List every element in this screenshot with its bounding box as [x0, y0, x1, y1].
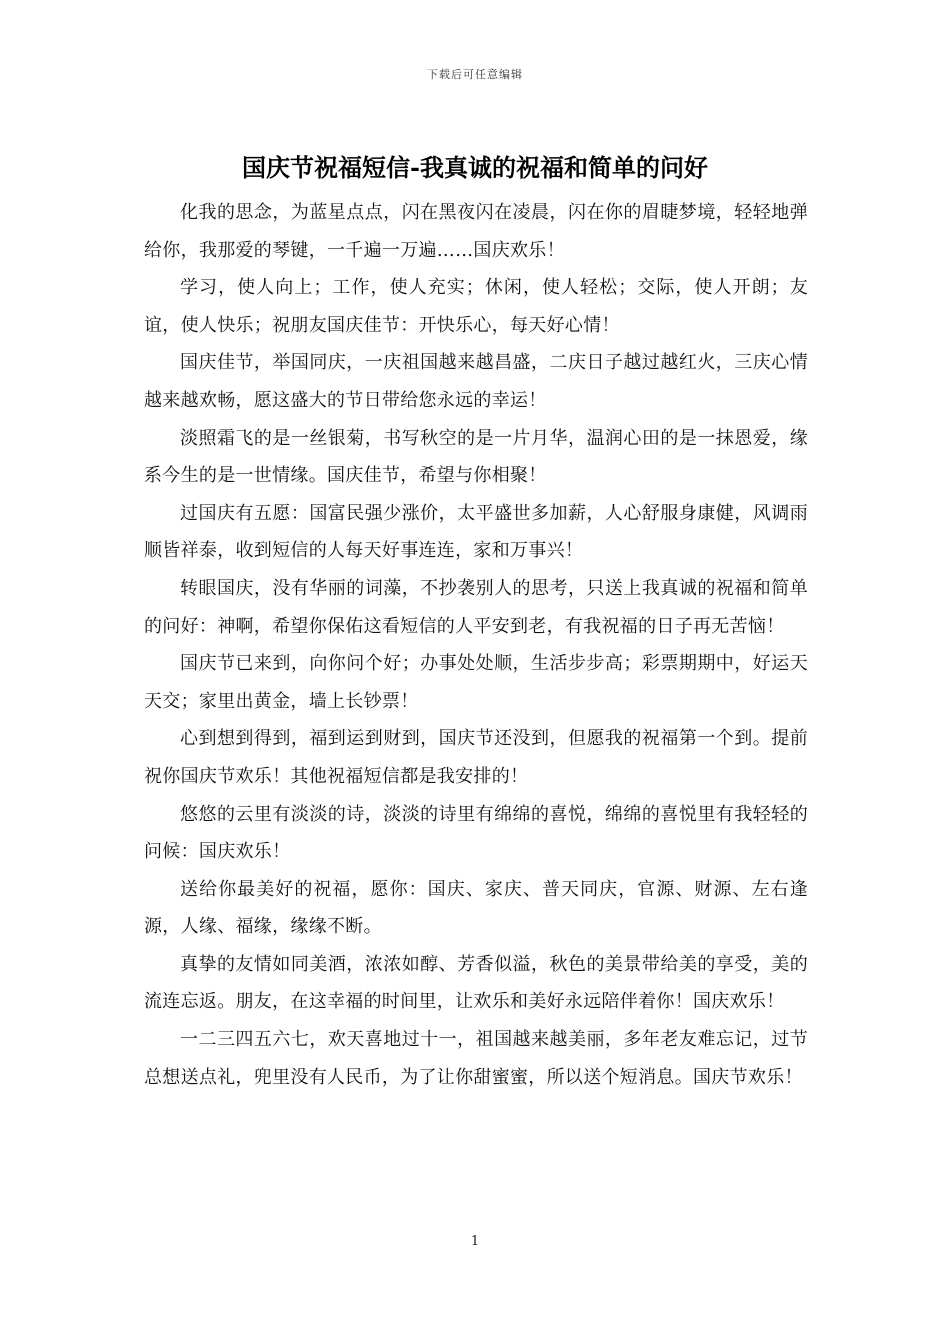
document-body	[144, 194, 808, 1096]
paragraph: 心到想到得到，福到运到财到，国庆节还没到，但愿我的祝福第一个到。提前祝你国庆节欢乐！其他祝福短信都是我安排的！	[144, 728, 808, 787]
paragraph: 淡照霜飞的是一丝银菊，书写秋空的是一片月华，温润心田的是一抹恩爱，缘系今生的是一世情缘。国庆佳节，希望与你相聚！	[144, 427, 808, 487]
paragraph: 送给你最美好的祝福，愿你：国庆、家庆、普天同庆，官源、财源、左右逢源，人缘、福缘，缘缘不断。	[144, 878, 808, 938]
paragraph: 一二三四五六七，欢天喜地过十一，祖国越来越美丽，多年老友难忘记，过节总想送点礼，兜里没有人民币，为了让你甜蜜蜜，所以送个短消息。国庆节欢乐！	[144, 1029, 808, 1088]
paragraph: 化我的思念，为蓝星点点，闪在黑夜闪在凌晨，闪在你的眉睫梦境，轻轻地弹给你，我那爱的琴键，一千遍一万遍……国庆欢乐！	[144, 202, 808, 261]
header-note: 下载后可任意编辑	[427, 68, 523, 81]
paragraph: 国庆节已来到，向你问个好；办事处处顺，生活步步高；彩票期期中，好运天天交；家里出黄金，墙上长钞票！	[144, 653, 808, 712]
paragraph: 悠悠的云里有淡淡的诗，淡淡的诗里有绵绵的喜悦，绵绵的喜悦里有我轻轻的问候：国庆欢乐！	[144, 803, 808, 863]
paragraph: 真挚的友情如同美酒，浓浓如醇、芳香似溢，秋色的美景带给美的享受，美的流连忘返。朋友，在这幸福的时间里，让欢乐和美好永远陪伴着你！国庆欢乐！	[144, 953, 808, 1013]
document-title: 国庆节祝福短信-我真诚的祝福和简单的问好	[242, 153, 708, 182]
paragraph: 学习，使人向上；工作，使人充实；休闲，使人轻松；交际，使人开朗；友谊，使人快乐；祝朋友国庆佳节：开快乐心，每天好心情！	[144, 277, 808, 336]
page-number: 1	[470, 1234, 480, 1249]
paragraph: 过国庆有五愿：国富民强少涨价，太平盛世多加薪，人心舒服身康健，风调雨顺皆祥泰，收到短信的人每天好事连连，家和万事兴！	[144, 502, 808, 562]
paragraph: 国庆佳节，举国同庆，一庆祖国越来越昌盛，二庆日子越过越红火，三庆心情越来越欢畅，愿这盛大的节日带给您永远的幸运！	[144, 352, 808, 411]
paragraph: 转眼国庆，没有华丽的词藻，不抄袭别人的思考，只送上我真诚的祝福和简单的问好：神啊，希望你保佑这看短信的人平安到老，有我祝福的日子再无苦恼！	[144, 577, 808, 637]
